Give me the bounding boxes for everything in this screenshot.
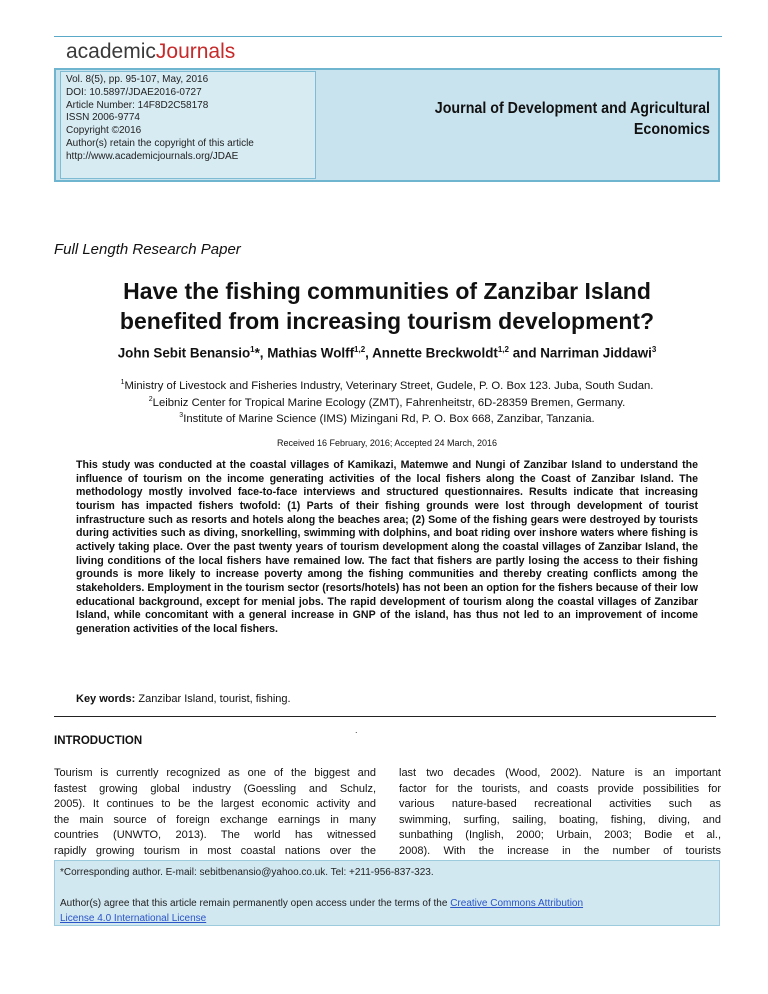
text-line: 2008). With the increase in the number of tourists [399,844,721,857]
affiliation-text: Ministry of Livestock and Fisheries Industry, Veterinary Street, Gudele, P. O. Box 123. Juba, South Sudan. [124,379,654,392]
license-link-line1: Creative Commons Attribution [450,898,584,909]
publisher-logo [66,41,235,63]
author-separator: , [365,345,373,361]
author-name: Mathias Wolff [267,345,355,361]
meta-rights: Author(s) retain the copyright of this article [66,137,254,149]
author-affiliation-mark: 1,2 [497,345,509,354]
journal-title-line1: Journal of Development and Agricultural [434,100,710,117]
affiliation-1 [60,379,714,392]
introduction-heading: INTRODUCTION [54,735,143,747]
text-line: Tourism is currently recognized as one of the biggest and [54,767,376,779]
meta-doi: DOI: 10.5897/JDAE2016-0727 [66,86,202,98]
abstract: This study was conducted at the coastal villages of Kamikazi, Matemwe and Nungi of Zanzibar Island to understand the influence of tourism on the income generating activities of the local fishers along the Coast of Zanzibar Island. The methodology mostly involved face-to-face interviews and structured questionnaires. Results indicate that increasing tourism has impacted fishers twofold: (1) Parts of their fishing grounds were lost through development of tourist infrastructure such as resorts and hotels along the beaches area; (2) Some of the fishing gears were destroyed by tourists during activities such as diving, snorkelling, swimming with dolphins, and boat riding over inshore waters where fishing is actively taking place. Over the past twenty years of tourism development along the coastal villages of Zanzibar Island, the living conditions of the local fishers have remained low. The fact that fishers are partly losing the access to their fishing grounds is more likely to increase poverty among the fishing communities and thereby creating conflicts among the stakeholders. Employment in the tourism sector (resorts/hotels) has not been an option for the fishers because of their low educational background, except for menial jobs. The rapid development of tourism along the coastal villages of Zanzibar Island, while concomitant with a general increase in GNP of the island, has thus not led to an improvement of income generation activities of the local fishers. [76,459,698,635]
meta-issn: ISSN 2006-9774 [66,112,140,124]
affiliation-3 [60,412,714,425]
keywords [76,693,291,705]
article-title-line1: Have the fishing communities of Zanzibar Island [123,278,651,304]
text-line: last two decades (Wood, 2002). Nature is an important [399,767,721,779]
meta-copyright: Copyright ©2016 [66,125,142,137]
affiliation-mark: 3 [179,412,184,419]
text-line: factor for the tourists, and coasts provide possibilities for [399,782,721,795]
article-title [60,276,714,336]
affiliation-text: Institute of Marine Science (IMS) Mizingani Rd, P. O. Box 668, Zanzibar, Tanzania. [183,412,595,425]
received-dates: Received 16 February, 2016; Accepted 24 March, 2016 [277,438,497,448]
text-line: the main source of foreign exchange earnings in many [54,813,376,826]
header-rule [54,36,722,37]
affiliation-mark: 1 [120,379,125,386]
section-divider [54,716,716,717]
author-affiliation-mark: 1,2 [354,345,366,354]
logo-part-journals: Journals [155,40,236,63]
affiliation-text: Leibniz Center for Tropical Marine Ecology (ZMT), Fahrenheitstr, 6D-28359 Bremen, Germany. [152,396,626,409]
text-line: swimming, surfing, sailing, boating, fishing, diving, and [399,813,721,826]
license-note [60,896,714,926]
journal-title [379,98,710,140]
corresponding-author-note: *Corresponding author. E-mail: sebitbenansio@yahoo.co.uk. Tel: +211-956-837-323. [60,867,434,878]
text-line: fastest growing global industry (Goessling and Schulz, [54,782,376,795]
author-name: Annette Breckwoldt [372,345,498,361]
text-line: sunbathing (Inglish, 2000; Urbain, 2003; Bodie et al., [399,829,721,841]
article-meta-box [60,71,316,179]
keywords-label: Key words: [76,693,136,705]
text-line: 2005). It continues to be the largest economic activity and [54,798,376,810]
body-column-right [399,766,721,859]
article-title-line2: benefited from increasing tourism development? [119,308,655,334]
meta-url[interactable]: http://www.academicjournals.org/JDAE [66,150,239,162]
journal-title-line2: Economics [633,121,710,138]
keywords-values: Zanzibar Island, tourist, fishing. [135,693,291,705]
license-text: Author(s) agree that this article remain permanently open access under the terms of the [60,898,451,909]
author-affiliation-mark: 1 [250,345,255,354]
author-name: John Sebit Benansio [117,345,251,361]
author-name: Narriman Jiddawi [540,345,652,361]
paper-type: Full Length Research Paper [54,241,241,258]
author-separator: and [508,345,541,361]
text-line: various nature-based recreational activities such as [399,798,721,810]
body-column-left [54,766,376,859]
author-separator: *, [254,345,268,361]
author-list [60,345,714,360]
affiliation-2 [60,396,714,409]
affiliation-mark: 2 [148,396,153,403]
meta-article-number: Article Number: 14F8D2C58178 [66,99,209,111]
author-affiliation-mark: 3 [651,345,657,354]
license-link-line2: License 4.0 International License [60,913,207,924]
logo-part-academic: academic [66,40,156,63]
separator-mark: . [355,725,358,735]
meta-volume: Vol. 8(5), pp. 95-107, May, 2016 [66,74,209,85]
text-line: rapidly growing tourism in most coastal nations over the [54,844,376,857]
text-line: countries (UNWTO, 2013). The world has witnessed [54,829,376,841]
